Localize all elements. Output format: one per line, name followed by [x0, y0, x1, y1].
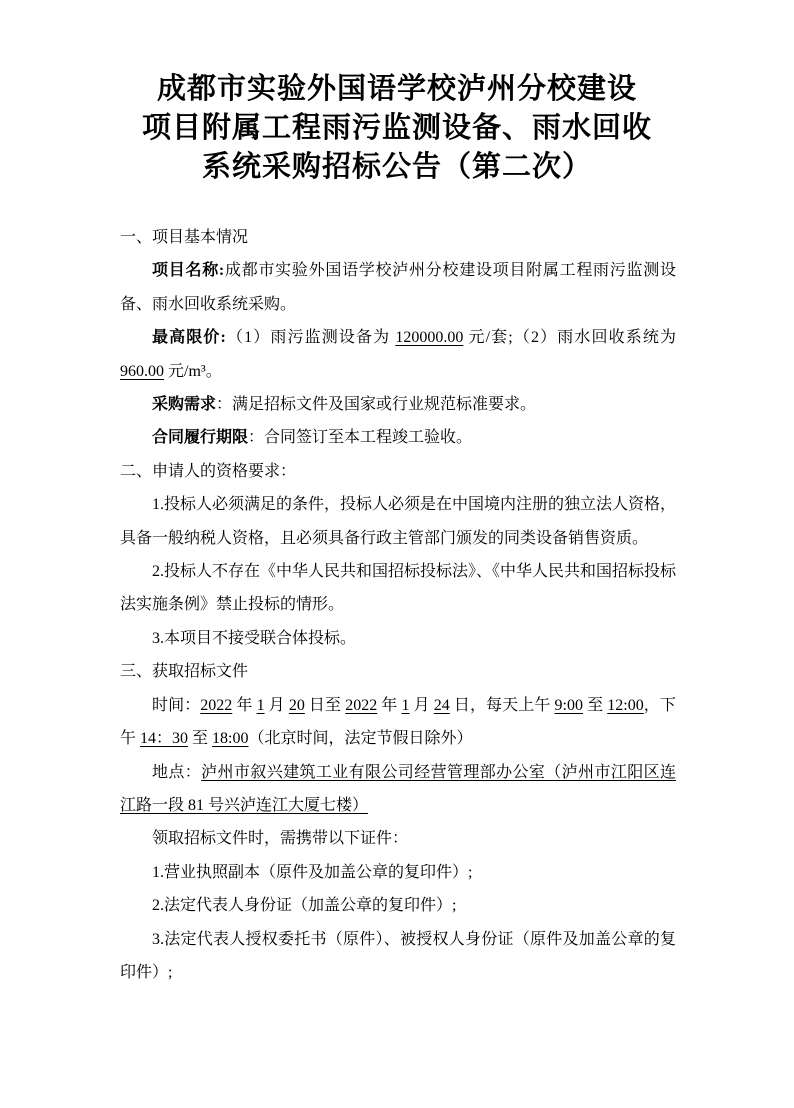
text-segment: （北京时间，法定节假日除外）	[248, 730, 473, 748]
text-segment: ：满足招标文件及国家或行业规范标准要求。	[216, 396, 537, 414]
text-segment: 地点：	[152, 763, 202, 781]
required-documents-intro	[120, 822, 676, 855]
text-segment: 1.营业执照副本（原件及加盖公章的复印件）;	[152, 863, 473, 881]
text-segment: 20	[288, 696, 305, 714]
text-segment: 泸州市叙兴建筑工业有限公司经营管理部办公室（泸州市江阳区连江路一段 81 号兴泸连江大厦七楼）	[120, 763, 676, 814]
text-segment: 1	[401, 696, 410, 714]
text-segment: 1.投标人必须满足的条件，投标人必须是在中国境内注册的独立法人资格，具备一般纳税人资格，且必须具备行政主管部门颁发的同类设备销售资质。	[120, 496, 677, 547]
section-3-heading	[120, 655, 676, 688]
procurement-requirement	[120, 388, 676, 421]
text-segment: 元/套;（2）雨水回收系统为	[463, 329, 676, 347]
section-1-heading	[120, 221, 676, 254]
text-segment: 三、获取招标文件	[120, 663, 249, 681]
title-line: 成都市实验外国语学校泸州分校建设	[156, 73, 637, 105]
text-segment: 年	[377, 696, 402, 714]
required-doc-2	[120, 889, 676, 922]
text-segment: 1	[256, 696, 265, 714]
text-segment: 日至	[304, 696, 346, 714]
text-segment: 2022	[345, 696, 378, 714]
document-time	[120, 689, 676, 756]
text-segment: 9:00	[554, 696, 583, 714]
text-segment: 月	[264, 696, 289, 714]
text-segment: 至	[582, 696, 608, 714]
document-body	[120, 221, 676, 989]
section-2-heading	[120, 455, 676, 488]
qualification-1	[120, 488, 676, 555]
text-segment: 3.法定代表人授权委托书（原件）、被授权人身份证（原件及加盖公章的复印件）;	[120, 930, 676, 981]
text-segment: 最高限价:	[152, 329, 226, 347]
qualification-2	[120, 555, 676, 622]
text-segment: 日，每天上午	[449, 696, 555, 714]
text-segment: ：合同签订至本工程竣工验收。	[248, 429, 473, 447]
text-segment: 成都市实验外国语学校泸州分校建设项目附属工程雨污监测设备、雨水回收系统采购。	[120, 262, 676, 313]
contract-period	[120, 421, 676, 454]
text-segment: 一、项目基本情况	[120, 229, 249, 246]
text-segment: 14：30	[140, 730, 189, 748]
text-segment: 24	[433, 696, 450, 714]
text-segment: ，下午	[120, 696, 676, 748]
max-price	[120, 321, 676, 388]
required-doc-1	[120, 856, 676, 889]
text-segment: 120000.00	[395, 329, 464, 347]
project-name	[120, 254, 676, 321]
text-segment: 18:00	[212, 730, 249, 748]
text-segment: 2022	[200, 696, 233, 714]
document-title	[0, 0, 794, 187]
text-segment: 至	[188, 730, 213, 748]
text-segment: 二、申请人的资格要求：	[120, 462, 297, 480]
text-segment: 时间：	[152, 696, 201, 714]
text-segment: 采购需求	[152, 396, 217, 414]
text-segment: 3.本项目不接受联合体投标。	[152, 629, 357, 647]
document-location	[120, 756, 676, 823]
text-segment: 合同履行期限	[152, 429, 249, 447]
text-segment: 2.法定代表人身份证（加盖公章的复印件）;	[152, 897, 457, 915]
text-segment: 元/m³。	[164, 362, 222, 380]
text-segment: 12:00	[607, 696, 644, 714]
text-segment: 项目名称:	[152, 262, 225, 280]
title-line: 项目附属工程雨污监测设备、雨水回收	[141, 112, 652, 144]
required-doc-3	[120, 923, 676, 990]
text-segment: （1）雨污监测设备为	[225, 329, 396, 347]
text-segment: 2.投标人不存在《中华人民共和国招标投标法》、《中华人民共和国招标投标法实施条例》禁止投标的情形。	[120, 563, 677, 614]
qualification-3	[120, 622, 676, 655]
text-segment: 960.00	[120, 362, 164, 380]
title-line: 系统采购招标公告（第二次）	[201, 151, 592, 183]
text-segment: 月	[409, 696, 434, 714]
text-segment: 年	[232, 696, 257, 714]
text-segment: 领取招标文件时，需携带以下证件：	[152, 830, 409, 848]
